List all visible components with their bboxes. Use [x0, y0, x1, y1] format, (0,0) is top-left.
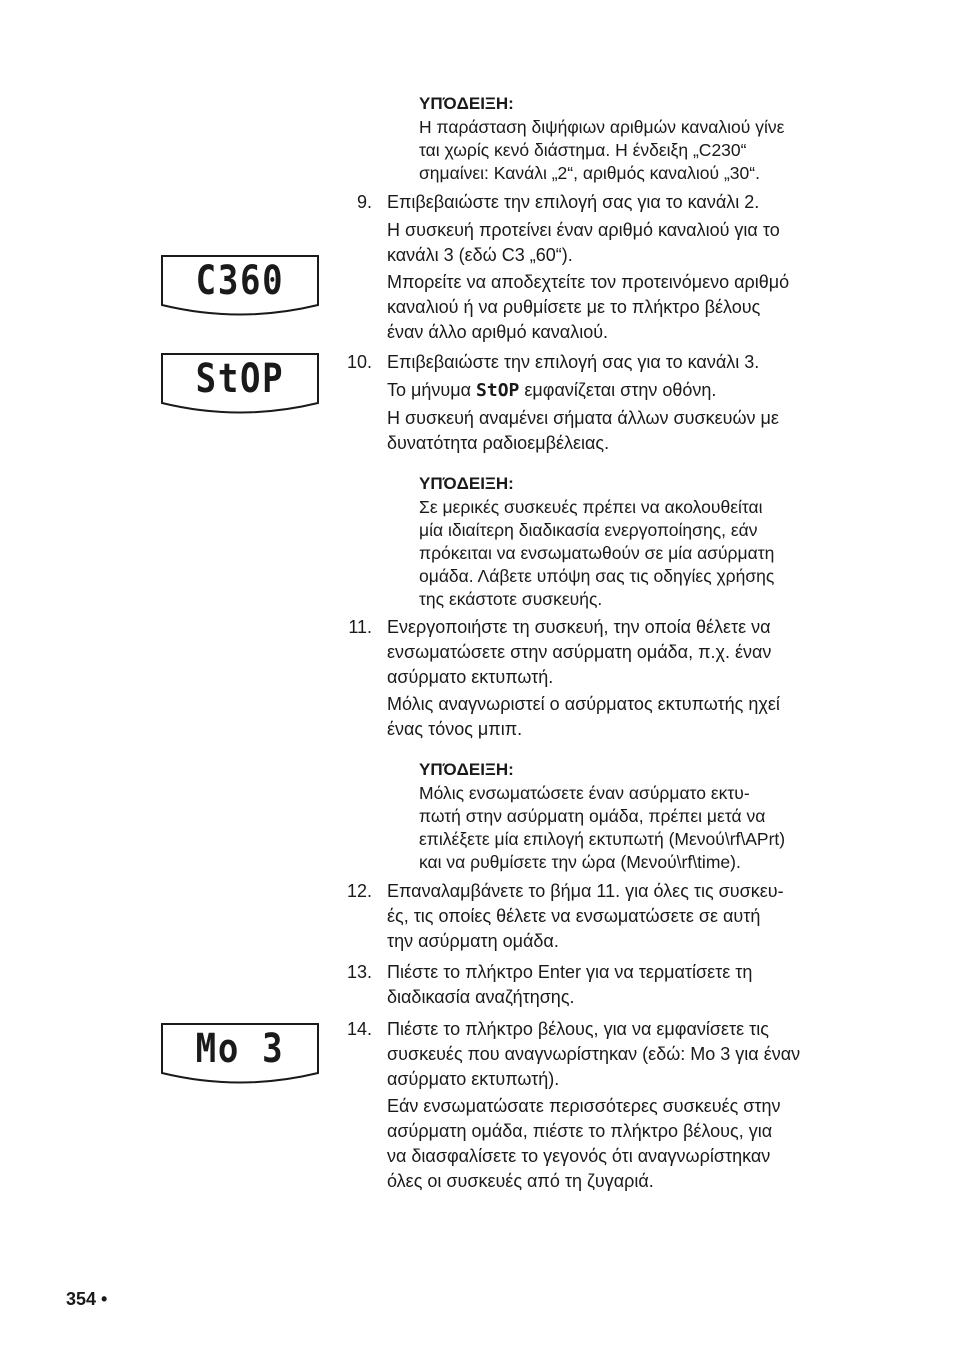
- step-text: όλες οι συσκευές από τη ζυγαριά.: [387, 1171, 654, 1191]
- step-number: 9.: [356, 192, 372, 212]
- lcd-display-stop: [160, 352, 320, 416]
- step-text: Η συσκευή προτείνει έναν αριθμό καναλιού για το: [387, 220, 780, 240]
- step-text: Επαναλαμβάνετε το βήμα 11. για όλες τις συσκευ-: [387, 881, 784, 901]
- lcd-display-channel: [160, 254, 320, 318]
- lcd-display-device: [160, 1022, 320, 1086]
- step-text: ασύρματη ομάδα, πιέστε το πλήκτρο βέλους, για: [387, 1121, 773, 1141]
- step-text: καναλιού ή να ρυθμίσετε με το πλήκτρο βέλους: [387, 297, 761, 317]
- step-text: ασύρματο εκτυπωτή.: [387, 667, 554, 687]
- lcd-readout: C360: [195, 258, 285, 304]
- step-text: έναν άλλο αριθμό καναλιού.: [387, 322, 609, 342]
- step-text: Εάν ενσωματώσατε περισσότερες συσκευές στην: [387, 1096, 781, 1116]
- note-text: Μόλις ενσωματώσετε έναν ασύρματο εκτυ-: [419, 783, 750, 803]
- step-text: συσκευές που αναγνωρίστηκαν (εδώ: Mo 3 για έναν: [387, 1044, 801, 1064]
- step-text: Η συσκευή αναμένει σήματα άλλων συσκευών με: [387, 408, 779, 428]
- step-text: Μόλις αναγνωριστεί ο ασύρματος εκτυπωτής ηχεί: [387, 694, 780, 714]
- note-text: Σε μερικές συσκευές πρέπει να ακολουθείται: [419, 497, 763, 517]
- step-text: δυνατότητα ραδιοεμβέλειας.: [387, 433, 610, 453]
- note-text: και να ρυθμίσετε την ώρα (Μενού\rf\time).: [419, 852, 741, 872]
- step-text: κανάλι 3 (εδώ C3 „60“).: [387, 245, 573, 265]
- step-text: ενσωματώσετε στην ασύρματη ομάδα, π.χ. έναν: [387, 642, 772, 662]
- step-text: εμφανίζεται στην οθόνη.: [519, 380, 717, 400]
- step-message-line: [387, 378, 716, 403]
- note-text: Η παράσταση διψήφιων αριθμών καναλιού γίνε: [419, 117, 785, 137]
- step-text: Πιέστε το πλήκτρο βέλους, για να εμφανίσετε τις: [387, 1019, 769, 1039]
- step-text: την ασύρματη ομάδα.: [387, 931, 559, 951]
- stop-segment-text: StOP: [476, 380, 520, 401]
- step-number: 10.: [346, 352, 372, 372]
- note-title: ΥΠΌΔΕΙΞΗ:: [419, 760, 514, 779]
- note-text: ται χωρίς κενό διάστημα. Η ένδειξη „C230“: [419, 140, 747, 160]
- step-number: 12.: [346, 881, 372, 901]
- step-text: Ενεργοποιήστε τη συσκευή, την οποία θέλετε να: [387, 617, 771, 637]
- step-number: 14.: [346, 1019, 372, 1039]
- page-number: 354 •: [66, 1289, 108, 1309]
- lcd-readout: Mo 3: [195, 1026, 285, 1072]
- step-text: να διασφαλίσετε το γεγονός ότι αναγνωρίστηκαν: [387, 1146, 771, 1166]
- step-text: ές, τις οποίες θέλετε να ενσωματώσετε σε αυτή: [387, 906, 761, 926]
- note-title: ΥΠΌΔΕΙΞΗ:: [419, 474, 514, 493]
- note-text: σημαίνει: Κανάλι „2“, αριθμός καναλιού „30“.: [419, 163, 760, 183]
- lcd-readout: StOP: [195, 356, 285, 402]
- note-title: ΥΠΌΔΕΙΞΗ:: [419, 94, 514, 113]
- step-text: Επιβεβαιώστε την επιλογή σας για το κανάλι 3.: [387, 352, 760, 372]
- step-number: 13.: [346, 962, 372, 982]
- note-text: ομάδα. Λάβετε υπόψη σας τις οδηγίες χρήσης: [419, 566, 775, 586]
- note-text: πρόκειται να ενσωματωθούν σε μία ασύρματη: [419, 543, 775, 563]
- step-text: Το μήνυμα: [387, 380, 477, 400]
- note-text: πωτή στην ασύρματη ομάδα, πρέπει μετά να: [419, 806, 766, 826]
- note-text: μία ιδιαίτερη διαδικασία ενεργοποίησης, εάν: [419, 520, 758, 540]
- step-text: διαδικασία αναζήτησης.: [387, 987, 575, 1007]
- step-text: Επιβεβαιώστε την επιλογή σας για το κανάλι 2.: [387, 192, 760, 212]
- step-text: Πιέστε το πλήκτρο Enter για να τερματίσετε τη: [387, 962, 753, 982]
- step-text: Μπορείτε να αποδεχτείτε τον προτεινόμενο αριθμό: [387, 272, 790, 292]
- step-text: ασύρματο εκτυπωτή).: [387, 1069, 560, 1089]
- note-text: της εκάστοτε συσκευής.: [419, 589, 603, 609]
- note-text: επιλέξετε μία επιλογή εκτυπωτή (Μενού\rf\APrt): [419, 829, 786, 849]
- step-text: ένας τόνος μπιπ.: [387, 719, 523, 739]
- step-number: 11.: [348, 617, 372, 637]
